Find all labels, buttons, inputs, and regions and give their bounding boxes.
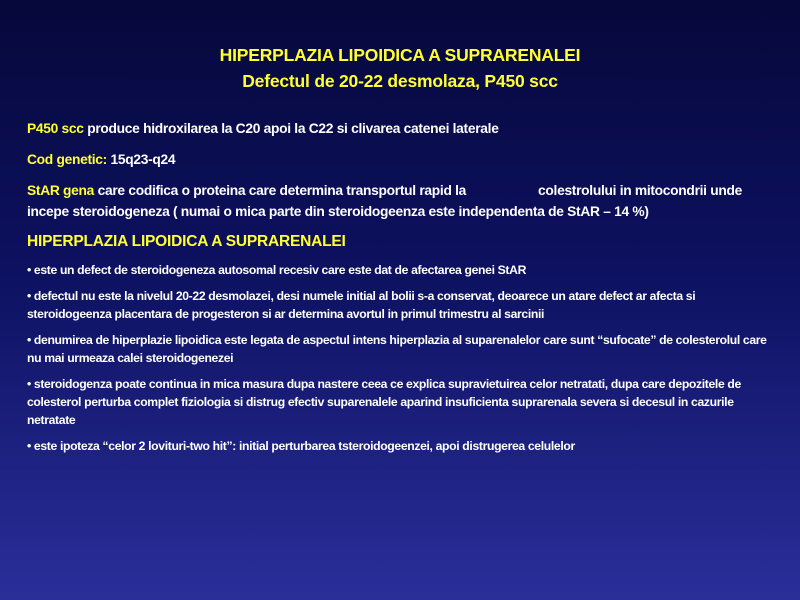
bullet-icon: • [27,263,31,277]
bullet-text: este un defect de steroidogeneza autosomal recesiv care este dat de afectarea genei StAR [33,263,527,277]
paragraph-p450 [27,118,777,139]
title-line-1: HIPERPLAZIA LIPOIDICA A SUPRARENALEI [219,45,581,65]
bullet-text: steroidogenza poate continua in mica masura dupa nastere ceea ce explica supravietuirea celor netratati, dupa care depozitele de colesterol perturba complet fiziologia si distrug efectiv suparenalele aparind insuficienta suprarenala severa si decesul in cazurile netratate [27,377,741,427]
bullet-item [27,437,777,455]
section-heading: HIPERPLAZIA LIPOIDICA A SUPRARENALEI [27,233,346,250]
slide-title [0,42,800,94]
star-gene-text-b: colestrolului in mitocondrii unde incepe steroidogeneza ( numai o mica parte din steroidogeenza este independenta de StAR – 14 %) [27,183,742,219]
bullet-icon: • [27,289,31,303]
slide-content [27,118,777,463]
paragraph-genetic-code [27,149,777,170]
bullet-icon: • [27,333,31,347]
bullet-text: defectul nu este la nivelul 20-22 desmolazei, desi numele initial al bolii s-a conservat, deoarece un atare defect ar afecta si steroidogeenza placentara de progesteron si ar determina avortul in primul trimestru al sarcinii [27,289,696,321]
paragraph-star-gene [27,180,777,222]
star-gene-label: StAR gena [27,183,95,198]
star-gene-text-a: care codifica o proteina care determina transportul rapid la [94,183,467,198]
title-line-2: Defectul de 20-22 desmolaza, P450 scc [242,71,558,91]
bullet-item [27,331,777,367]
bullet-icon: • [27,377,31,391]
bullet-item [27,287,777,323]
bullet-text: este ipoteza “celor 2 lovituri-two hit”: initial perturbarea tsteroidogeenzei, apoi distrugerea celulelor [33,439,575,453]
p450-text: produce hidroxilarea la C20 apoi la C22 si clivarea catenei laterale [83,121,499,136]
p450-label: P450 scc [27,121,84,136]
genetic-code-text: 15q23-q24 [106,152,176,167]
genetic-code-label: Cod genetic: [27,152,107,167]
bullet-item [27,261,777,279]
bullet-item [27,375,777,429]
bullet-icon: • [27,439,31,453]
bullet-text: denumirea de hiperplazie lipoidica este legata de aspectul intens hiperplazia al suparenalelor care sunt “sufocate” de colesterolul care nu mai urmeaza calei steroidogenezei [27,333,767,365]
